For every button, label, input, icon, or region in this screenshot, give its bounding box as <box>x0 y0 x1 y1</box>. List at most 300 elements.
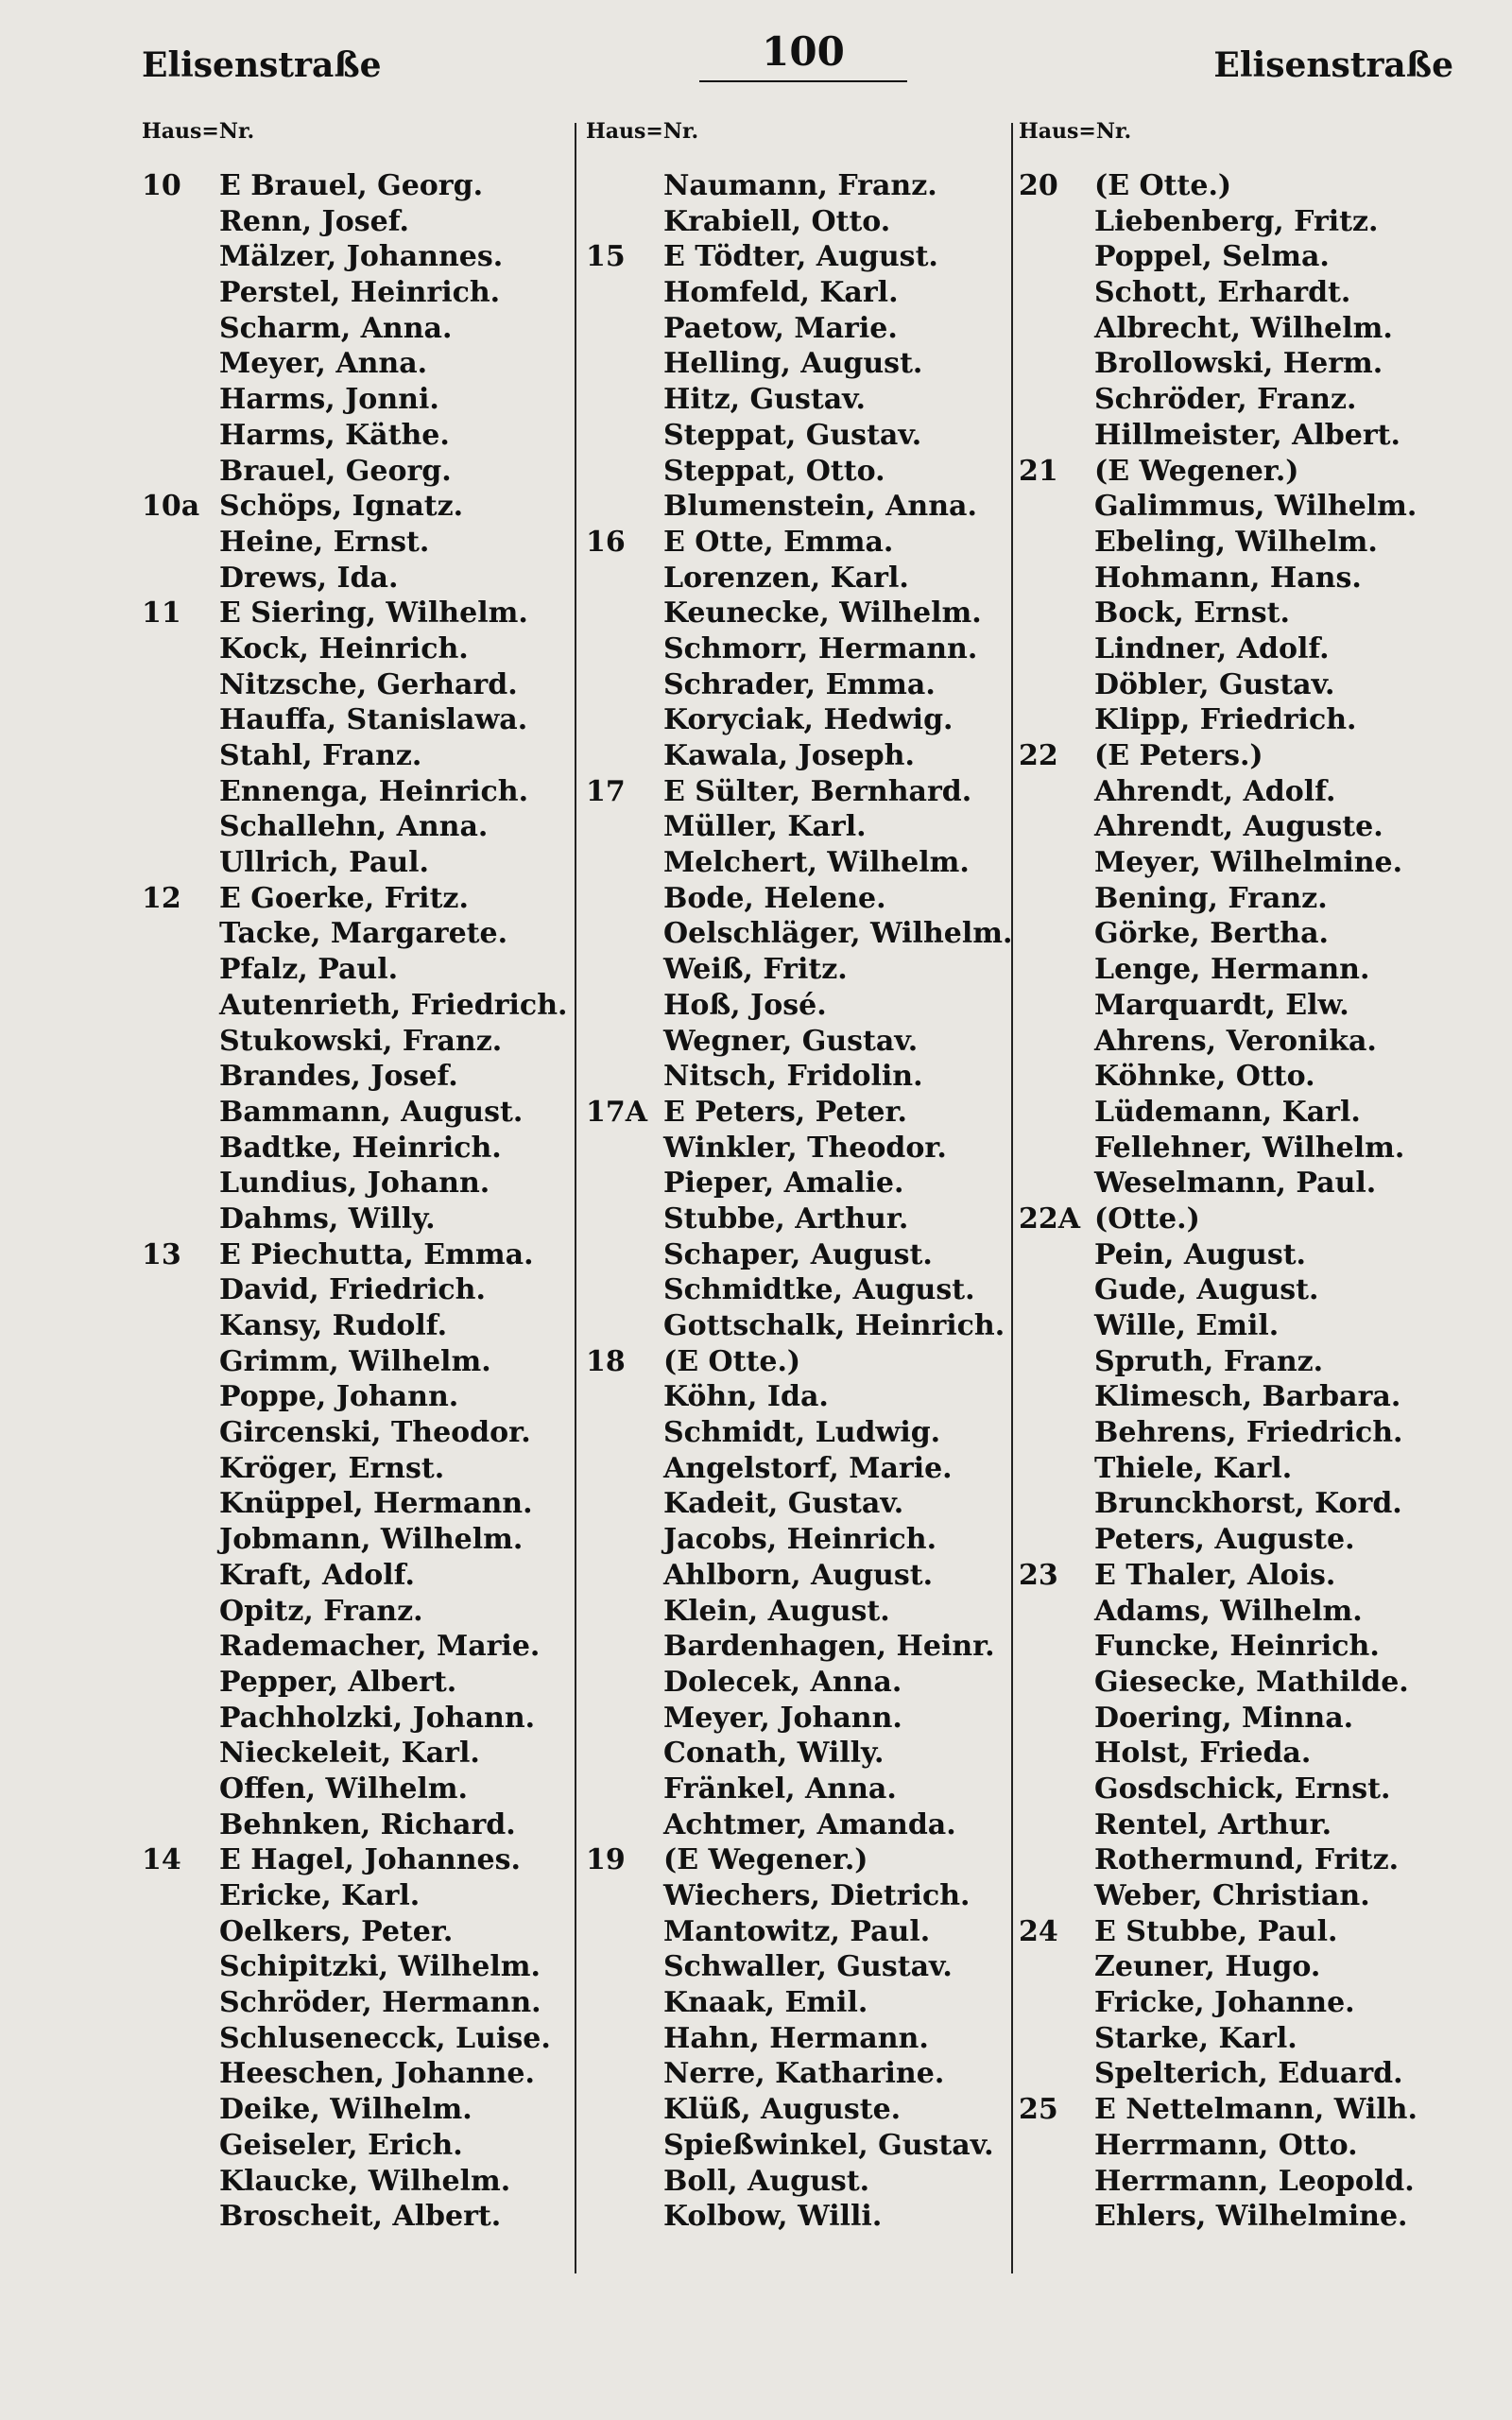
resident-name: Schlusenecck, Luise. <box>219 2021 551 2055</box>
resident-name: Gude, August. <box>1094 1273 1319 1307</box>
directory-entry <box>142 1344 576 1380</box>
resident-name: Oelkers, Peter. <box>219 1914 454 1948</box>
directory-entry <box>1019 881 1472 917</box>
resident-name: Kolbow, Willi. <box>663 2200 883 2234</box>
resident-name: Schallehn, Anna. <box>219 810 489 844</box>
resident-name: Weselmann, Paul. <box>1094 1167 1377 1201</box>
row-list <box>586 168 1011 2235</box>
resident-name: Hoß, José. <box>663 988 827 1022</box>
resident-name: E Goerke, Fritz. <box>219 881 469 915</box>
directory-entry <box>1019 988 1472 1024</box>
resident-name: Deike, Wilhelm. <box>219 2093 472 2127</box>
directory-entry <box>142 1451 576 1487</box>
resident-name: Lüdemann, Karl. <box>1094 1095 1361 1129</box>
directory-entry <box>142 2056 576 2092</box>
resident-name: Stubbe, Arthur. <box>663 1201 909 1236</box>
directory-entry <box>1019 239 1472 275</box>
resident-name: Pachholzki, Johann. <box>219 1701 536 1735</box>
resident-name: Jobmann, Wilhelm. <box>219 1523 524 1557</box>
resident-name: E Sülter, Bernhard. <box>663 774 972 808</box>
resident-name: Funcke, Heinrich. <box>1094 1630 1380 1664</box>
resident-name: Holst, Frieda. <box>1094 1737 1312 1771</box>
directory-entry <box>1019 311 1472 347</box>
resident-name: Helling, August. <box>663 347 923 381</box>
resident-name: Drews, Ida. <box>219 561 399 595</box>
directory-entry <box>1019 1949 1472 1985</box>
directory-entry <box>586 1024 1011 1060</box>
resident-name: Meyer, Johann. <box>663 1701 902 1735</box>
directory-entry <box>586 1878 1011 1914</box>
resident-name: Lindner, Adolf. <box>1094 631 1330 666</box>
directory-entry <box>586 1451 1011 1487</box>
resident-name: Angelstorf, Marie. <box>663 1451 953 1485</box>
house-number: 19 <box>586 1843 626 1877</box>
directory-entry <box>1019 525 1472 561</box>
directory-entry <box>1019 1024 1472 1060</box>
resident-name: Ennenga, Heinrich. <box>219 774 529 808</box>
resident-name: Albrecht, Wilhelm. <box>1094 311 1393 345</box>
resident-name: E Peters, Peter. <box>663 1095 907 1129</box>
directory-entry <box>586 1415 1011 1451</box>
resident-name: Conath, Willy. <box>663 1737 885 1771</box>
directory-entry <box>586 2056 1011 2092</box>
house-number: 22 <box>1019 739 1058 772</box>
directory-entry <box>586 596 1011 631</box>
directory-entry <box>142 275 576 311</box>
directory-entry <box>142 2164 576 2200</box>
column-heading: Haus=Nr. <box>142 119 255 144</box>
resident-name: Rademacher, Marie. <box>219 1630 541 1664</box>
resident-name: Kadeit, Gustav. <box>663 1487 904 1521</box>
directory-entry <box>142 631 576 667</box>
resident-name: Badtke, Heinrich. <box>219 1131 502 1165</box>
resident-name: Ericke, Karl. <box>219 1879 421 1912</box>
resident-name: Hahn, Hermann. <box>663 2021 929 2055</box>
directory-entry <box>586 311 1011 347</box>
resident-name: Meyer, Anna. <box>219 347 428 381</box>
house-number: 10 <box>142 169 181 202</box>
resident-name: Herrmann, Leopold. <box>1094 2164 1415 2198</box>
directory-entry <box>586 239 1011 275</box>
directory-entry <box>586 454 1011 490</box>
house-number: 13 <box>142 1237 181 1271</box>
resident-name: Spruth, Franz. <box>1094 1344 1324 1378</box>
directory-entry <box>142 1486 576 1522</box>
directory-entry <box>142 1842 576 1878</box>
directory-entry <box>142 988 576 1024</box>
resident-name: Harms, Jonni. <box>219 383 439 417</box>
resident-name: Stukowski, Franz. <box>219 1024 503 1058</box>
directory-entry <box>142 2199 576 2235</box>
directory-entry <box>142 204 576 240</box>
directory-entry <box>1019 346 1472 382</box>
resident-name: Grimm, Wilhelm. <box>219 1344 491 1378</box>
directory-entry <box>142 2128 576 2164</box>
resident-name: Pfalz, Paul. <box>219 953 399 987</box>
directory-entry <box>142 2021 576 2057</box>
resident-name: Schwaller, Gustav. <box>663 1950 953 1984</box>
directory-entry <box>142 1379 576 1415</box>
resident-name: Bock, Ernst. <box>1094 596 1290 631</box>
directory-entry <box>586 1237 1011 1273</box>
resident-name: Broscheit, Albert. <box>219 2200 502 2234</box>
resident-name: Keunecke, Wilhelm. <box>663 596 982 631</box>
directory-entry <box>586 1914 1011 1950</box>
directory-entry <box>142 596 576 631</box>
resident-name: Stahl, Franz. <box>219 739 422 772</box>
directory-entry <box>1019 2021 1472 2057</box>
resident-name: Kawala, Joseph. <box>663 739 915 772</box>
directory-column-2 <box>586 121 1011 2235</box>
directory-entry <box>1019 1166 1472 1201</box>
resident-name: Dahms, Willy. <box>219 1201 436 1236</box>
directory-entry <box>1019 845 1472 881</box>
directory-entry <box>586 1308 1011 1344</box>
directory-entry <box>586 2128 1011 2164</box>
directory-entry <box>1019 2056 1472 2092</box>
directory-entry <box>586 916 1011 952</box>
directory-entry <box>142 1272 576 1308</box>
resident-name: Ebeling, Wilhelm. <box>1094 525 1378 559</box>
resident-name: Klipp, Friedrich. <box>1094 703 1357 737</box>
resident-name: Steppat, Otto. <box>663 454 885 488</box>
resident-name: Müller, Karl. <box>663 810 867 844</box>
resident-name: E Siering, Wilhelm. <box>219 596 528 631</box>
resident-name: Perstel, Heinrich. <box>219 276 501 310</box>
resident-name: Poppe, Johann. <box>219 1380 459 1414</box>
resident-name: Behnken, Richard. <box>219 1807 516 1841</box>
resident-name: Naumann, Franz. <box>663 169 937 202</box>
directory-entry <box>142 1914 576 1950</box>
directory-entry <box>586 2092 1011 2128</box>
resident-name: Schöps, Ignatz. <box>219 490 464 524</box>
resident-name: Harms, Käthe. <box>219 418 450 452</box>
house-number: 22A <box>1019 1201 1081 1236</box>
resident-name: Klein, August. <box>663 1594 890 1628</box>
resident-name: Heeschen, Johanne. <box>219 2057 535 2091</box>
directory-entry <box>1019 916 1472 952</box>
resident-name: E Piechutta, Emma. <box>219 1237 534 1271</box>
directory-entry <box>1019 1272 1472 1308</box>
resident-name: Görke, Bertha. <box>1094 917 1329 951</box>
resident-name: Krabiell, Otto. <box>663 204 891 238</box>
directory-entry <box>586 631 1011 667</box>
resident-name: Galimmus, Wilhelm. <box>1094 490 1418 524</box>
directory-entry <box>1019 1878 1472 1914</box>
resident-name: (E Wegener.) <box>1094 454 1299 488</box>
resident-name: Mälzer, Johannes. <box>219 240 504 274</box>
resident-name: Offen, Wilhelm. <box>219 1772 468 1806</box>
resident-name: Hitz, Gustav. <box>663 383 866 417</box>
house-number: 24 <box>1019 1914 1058 1948</box>
resident-name: Schrader, Emma. <box>663 667 936 701</box>
directory-entry <box>142 1736 576 1772</box>
resident-name: Autenrieth, Friedrich. <box>219 988 568 1022</box>
resident-name: Adams, Wilhelm. <box>1094 1594 1363 1628</box>
resident-name: Lundius, Johann. <box>219 1167 490 1201</box>
house-number: 17 <box>586 774 626 808</box>
resident-name: Tacke, Margarete. <box>219 917 508 951</box>
directory-entry <box>1019 2128 1472 2164</box>
directory-entry <box>142 1308 576 1344</box>
directory-entry <box>1019 418 1472 454</box>
directory-entry <box>1019 596 1472 631</box>
resident-name: David, Friedrich. <box>219 1273 486 1307</box>
directory-entry <box>142 382 576 418</box>
directory-entry <box>586 2021 1011 2057</box>
directory-entry <box>1019 2164 1472 2200</box>
resident-name: Schmorr, Hermann. <box>663 631 978 666</box>
resident-name: E Otte, Emma. <box>663 525 894 559</box>
directory-entry <box>586 1272 1011 1308</box>
resident-name: Brollowski, Herm. <box>1094 347 1383 381</box>
directory-entry <box>1019 1522 1472 1558</box>
directory-entry <box>1019 1985 1472 2021</box>
resident-name: E Brauel, Georg. <box>219 169 484 202</box>
resident-name: Herrmann, Otto. <box>1094 2128 1358 2162</box>
resident-name: Dolecek, Anna. <box>663 1665 902 1699</box>
resident-name: Paetow, Marie. <box>663 311 898 345</box>
directory-entry <box>1019 1558 1472 1594</box>
directory-entry <box>142 702 576 738</box>
resident-name: Ahrendt, Auguste. <box>1094 810 1383 844</box>
resident-name: Peters, Auguste. <box>1094 1523 1355 1557</box>
directory-entry <box>586 1736 1011 1772</box>
directory-entry <box>1019 454 1472 490</box>
directory-entry <box>1019 561 1472 596</box>
directory-entry <box>1019 1379 1472 1415</box>
resident-name: Opitz, Franz. <box>219 1594 423 1628</box>
directory-entry <box>586 1379 1011 1415</box>
house-number: 14 <box>142 1843 181 1877</box>
directory-entry <box>586 1486 1011 1522</box>
resident-name: Köhn, Ida. <box>663 1380 829 1414</box>
directory-entry <box>1019 204 1472 240</box>
directory-entry <box>142 1878 576 1914</box>
resident-name: E Stubbe, Paul. <box>1094 1914 1338 1948</box>
directory-entry <box>142 1949 576 1985</box>
directory-entry <box>586 988 1011 1024</box>
directory-entry <box>1019 1736 1472 1772</box>
directory-entry <box>1019 1914 1472 1950</box>
resident-name: Zeuner, Hugo. <box>1094 1950 1321 1984</box>
resident-name: Renn, Josef. <box>219 204 409 238</box>
directory-entry <box>1019 489 1472 525</box>
directory-entry <box>586 1629 1011 1665</box>
directory-entry <box>142 1629 576 1665</box>
directory-entry <box>1019 2199 1472 2235</box>
resident-name: Bammann, August. <box>219 1095 524 1129</box>
directory-entry <box>142 239 576 275</box>
house-number: 12 <box>142 881 181 915</box>
row-list <box>1019 168 1472 2235</box>
resident-name: Wiechers, Dietrich. <box>663 1879 971 1912</box>
resident-name: (Otte.) <box>1094 1201 1200 1236</box>
resident-name: Weber, Christian. <box>1094 1879 1370 1912</box>
directory-entry <box>1019 382 1472 418</box>
directory-entry <box>142 168 576 204</box>
directory-entry <box>142 1059 576 1095</box>
resident-name: Kansy, Rudolf. <box>219 1309 448 1342</box>
resident-name: Schmidtke, August. <box>663 1273 975 1307</box>
resident-name: Starke, Karl. <box>1094 2021 1297 2055</box>
directory-entry <box>142 561 576 596</box>
resident-name: Köhnke, Otto. <box>1094 1060 1315 1094</box>
house-number: 11 <box>142 596 181 631</box>
directory-entry <box>586 881 1011 917</box>
resident-name: Schröder, Hermann. <box>219 1986 541 2020</box>
directory-entry <box>142 667 576 703</box>
directory-entry <box>142 1985 576 2021</box>
column-divider <box>1011 123 1013 2273</box>
resident-name: Hauffa, Stanislawa. <box>219 703 528 737</box>
resident-name: Lorenzen, Karl. <box>663 561 909 595</box>
resident-name: Schmidt, Ludwig. <box>663 1416 941 1450</box>
directory-entry <box>142 774 576 810</box>
directory-entry <box>586 1522 1011 1558</box>
directory-entry <box>142 881 576 917</box>
directory-entry <box>586 525 1011 561</box>
directory-column-3 <box>1019 121 1472 2235</box>
resident-name: Kröger, Ernst. <box>219 1451 445 1485</box>
directory-entry <box>586 774 1011 810</box>
directory-entry <box>1019 952 1472 988</box>
street-name-right: Elisenstraße <box>1213 45 1453 85</box>
directory-entry <box>1019 1451 1472 1487</box>
directory-entry <box>142 1415 576 1451</box>
column-heading: Haus=Nr. <box>586 119 699 144</box>
directory-entry <box>1019 774 1472 810</box>
directory-entry <box>586 1059 1011 1095</box>
resident-name: Mantowitz, Paul. <box>663 1914 931 1948</box>
directory-entry <box>586 204 1011 240</box>
resident-name: Nieckeleit, Karl. <box>219 1737 480 1771</box>
directory-entry <box>142 1095 576 1131</box>
resident-name: Hillmeister, Albert. <box>1094 418 1400 452</box>
directory-entry <box>586 1131 1011 1167</box>
resident-name: Thiele, Karl. <box>1094 1451 1293 1485</box>
resident-name: Brandes, Josef. <box>219 1060 458 1094</box>
directory-entry <box>1019 1095 1472 1131</box>
resident-name: Oelschläger, Wilhelm. <box>663 917 1013 951</box>
directory-entry <box>1019 1807 1472 1843</box>
resident-name: Ullrich, Paul. <box>219 846 429 880</box>
directory-entry <box>1019 1772 1472 1807</box>
resident-name: Blumenstein, Anna. <box>663 490 977 524</box>
resident-name: E Tödter, August. <box>663 240 938 274</box>
directory-entry <box>586 1166 1011 1201</box>
directory-entry <box>586 2199 1011 2235</box>
house-number: 25 <box>1019 2093 1058 2127</box>
directory-entry <box>1019 1701 1472 1737</box>
street-name-left: Elisenstraße <box>142 45 382 85</box>
directory-entry <box>142 916 576 952</box>
resident-name: Ehlers, Wilhelmine. <box>1094 2200 1408 2234</box>
resident-name: Rentel, Arthur. <box>1094 1807 1332 1841</box>
house-number: 23 <box>1019 1558 1058 1592</box>
directory-entry <box>586 1201 1011 1237</box>
directory-entry <box>586 561 1011 596</box>
resident-name: Gosdschick, Ernst. <box>1094 1772 1391 1806</box>
resident-name: Fränkel, Anna. <box>663 1772 897 1806</box>
resident-name: Wegner, Gustav. <box>663 1024 919 1058</box>
directory-entry <box>142 1237 576 1273</box>
directory-entry <box>142 1594 576 1630</box>
directory-entry <box>142 1166 576 1201</box>
directory-entry <box>1019 1629 1472 1665</box>
resident-name: Klüß, Auguste. <box>663 2093 902 2127</box>
resident-name: Steppat, Gustav. <box>663 418 922 452</box>
resident-name: Spießwinkel, Gustav. <box>663 2128 994 2162</box>
resident-name: Fellehner, Wilhelm. <box>1094 1131 1405 1165</box>
resident-name: Brauel, Georg. <box>219 454 452 488</box>
resident-name: Koryciak, Hedwig. <box>663 703 954 737</box>
resident-name: (E Otte.) <box>1094 169 1232 202</box>
resident-name: E Thaler, Alois. <box>1094 1558 1336 1592</box>
directory-entry <box>586 489 1011 525</box>
resident-name: Brunckhorst, Kord. <box>1094 1487 1402 1521</box>
directory-entry <box>1019 1594 1472 1630</box>
resident-name: Pieper, Amalie. <box>663 1167 904 1201</box>
directory-entry <box>586 1842 1011 1878</box>
directory-entry <box>142 1522 576 1558</box>
directory-entry <box>1019 275 1472 311</box>
directory-entry <box>1019 631 1472 667</box>
directory-entry <box>142 1131 576 1167</box>
directory-entry <box>586 1095 1011 1131</box>
directory-entry <box>586 1949 1011 1985</box>
resident-name: Gircenski, Theodor. <box>219 1416 531 1450</box>
row-list <box>142 168 576 2235</box>
house-number: 10a <box>142 490 200 524</box>
resident-name: Kraft, Adolf. <box>219 1558 415 1592</box>
resident-name: E Hagel, Johannes. <box>219 1843 521 1877</box>
directory-entry <box>1019 1344 1472 1380</box>
directory-entry <box>586 1665 1011 1701</box>
resident-name: Schott, Erhardt. <box>1094 276 1351 310</box>
directory-entry <box>1019 1131 1472 1167</box>
directory-entry <box>1019 1665 1472 1701</box>
resident-name: Ahrens, Veronika. <box>1094 1024 1377 1058</box>
directory-entry <box>142 1807 576 1843</box>
resident-name: Liebenberg, Fritz. <box>1094 204 1379 238</box>
directory-entry <box>586 168 1011 204</box>
resident-name: Wille, Emil. <box>1094 1309 1280 1342</box>
resident-name: Doering, Minna. <box>1094 1701 1354 1735</box>
page-header <box>0 0 1512 104</box>
resident-name: Schröder, Franz. <box>1094 383 1357 417</box>
directory-entry <box>1019 738 1472 774</box>
resident-name: Klimesch, Barbara. <box>1094 1380 1401 1414</box>
directory-entry <box>586 1558 1011 1594</box>
resident-name: Nitsch, Fridolin. <box>663 1060 923 1094</box>
directory-entry <box>586 1701 1011 1737</box>
directory-entry <box>586 738 1011 774</box>
directory-entry <box>142 1201 576 1237</box>
column-heading: Haus=Nr. <box>1019 119 1132 144</box>
directory-column-1 <box>142 121 576 2235</box>
directory-entry <box>1019 1201 1472 1237</box>
resident-name: Giesecke, Mathilde. <box>1094 1665 1409 1699</box>
directory-entry <box>586 2164 1011 2200</box>
directory-entry <box>586 275 1011 311</box>
resident-name: Bode, Helene. <box>663 881 886 915</box>
directory-entry <box>1019 2092 1472 2128</box>
resident-name: Homfeld, Karl. <box>663 276 899 310</box>
resident-name: Pein, August. <box>1094 1237 1307 1271</box>
directory-entry <box>142 2092 576 2128</box>
directory-entry <box>142 311 576 347</box>
